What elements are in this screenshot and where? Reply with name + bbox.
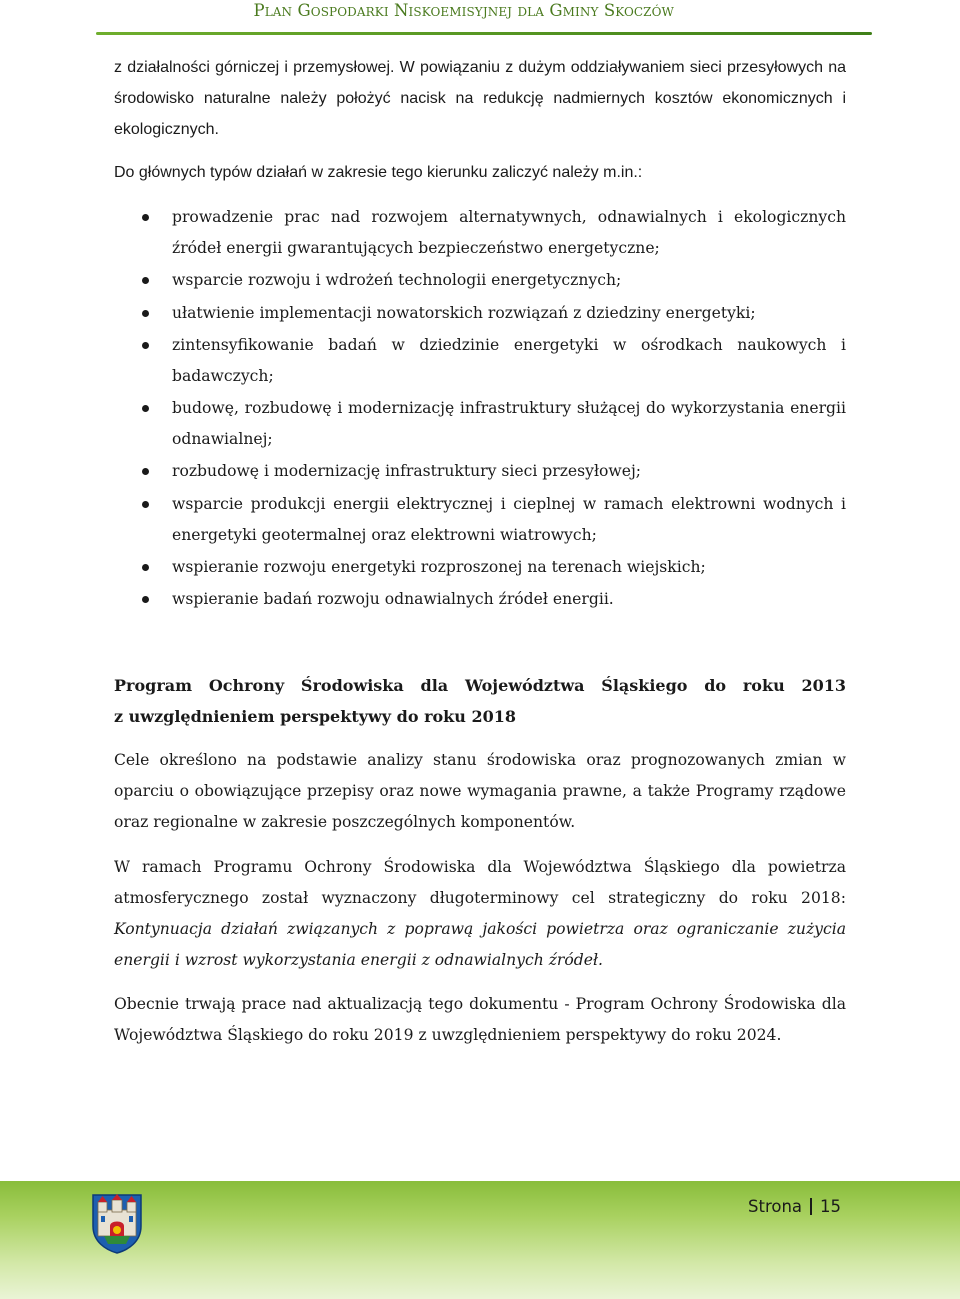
bullet-icon: [142, 214, 149, 221]
bullet-icon: [142, 310, 149, 317]
paragraph-strategic-goal: [114, 852, 846, 976]
action-types-list: [114, 202, 846, 617]
bullet-icon: [142, 468, 149, 475]
strategic-goal-quote: Kontynuacja działań związanych z poprawą jakości powietrza oraz ograniczanie zużycia energii i wzrost wykorzystania energii z odnawialnych źródeł.: [114, 920, 846, 969]
page-header-title: Plan Gospodarki Niskoemisyjnej dla Gminy Skoczów: [253, 1, 674, 20]
page-label: Strona: [748, 1197, 803, 1216]
list-item: wspieranie badań rozwoju odnawialnych źródeł energii.: [114, 584, 846, 615]
paragraph-update-status: Obecnie trwają prace nad aktualizacją tego dokumentu - Program Ochrony Środowiska dla Województwa Śląskiego do roku 2019 z uwzględnieniem perspektywy do roku 2024.: [114, 995, 846, 1044]
paragraph-action-types-intro: Do głównych typów działań w zakresie tego kierunku zaliczyć należy m.in.:: [114, 164, 643, 181]
bullet-icon: [142, 596, 149, 603]
list-item: budowę, rozbudowę i modernizację infrastruktury służącej do wykorzystania energii odnawialnej;: [114, 393, 846, 455]
paragraph-goals-basis: Cele określono na podstawie analizy stanu środowiska oraz prognozowanych zmian w oparciu o obowiązujące przepisy oraz nowe wymagania prawne, a także Programy rządowe oraz regionalne w zakresie poszczególnych komponentów.: [114, 751, 846, 831]
skoczow-coat-of-arms-icon: [90, 1192, 144, 1254]
list-item: wspieranie rozwoju energetyki rozproszonej na terenach wiejskich;: [114, 552, 846, 583]
bullet-icon: [142, 342, 149, 349]
page-number-value: 15: [820, 1197, 842, 1216]
section-heading: [114, 670, 846, 732]
list-item: rozbudowę i modernizację infrastruktury sieci przesyłowej;: [114, 456, 846, 487]
bullet-icon: [142, 564, 149, 571]
bullet-icon: [142, 405, 149, 412]
bullet-icon: [142, 277, 149, 284]
section-heading-line-1: Program Ochrony Środowiska dla Województwa Śląskiego do roku 2013: [114, 676, 846, 695]
list-item: wsparcie rozwoju i wdrożeń technologii energetycznych;: [114, 265, 846, 296]
list-item: ułatwienie implementacji nowatorskich rozwiązań z dziedziny energetyki;: [114, 298, 846, 329]
paragraph-mining-transmission: z działalności górniczej i przemysłowej. W powiązaniu z dużym oddziaływaniem sieci przesyłowych na środowisko naturalne należy położyć nacisk na redukcję nadmiernych kosztów ekonomicznych i ekologicznych.: [114, 59, 846, 138]
section-heading-line-2: z uwzględnieniem perspektywy do roku 2018: [114, 707, 516, 726]
list-item: prowadzenie prac nad rozwojem alternatywnych, odnawialnych i ekologicznych źródeł energii gwarantujących bezpieczeństwo energetyczne;: [114, 202, 846, 264]
page-number-divider: [810, 1198, 812, 1215]
strategic-goal-lead: W ramach Programu Ochrony Środowiska dla Województwa Śląskiego dla powietrza atmosferycznego został wyznaczony długoterminowy cel strategiczny do roku 2018:: [114, 858, 846, 907]
bullet-icon: [142, 501, 149, 508]
list-item: zintensyfikowanie badań w dziedzinie energetyki w ośrodkach naukowych i badawczych;: [114, 330, 846, 392]
page-number: [748, 1197, 841, 1216]
list-item: wsparcie produkcji energii elektrycznej i cieplnej w ramach elektrowni wodnych i energetyki geotermalnej oraz elektrowni wiatrowych;: [114, 489, 846, 551]
header-divider: [96, 32, 872, 35]
